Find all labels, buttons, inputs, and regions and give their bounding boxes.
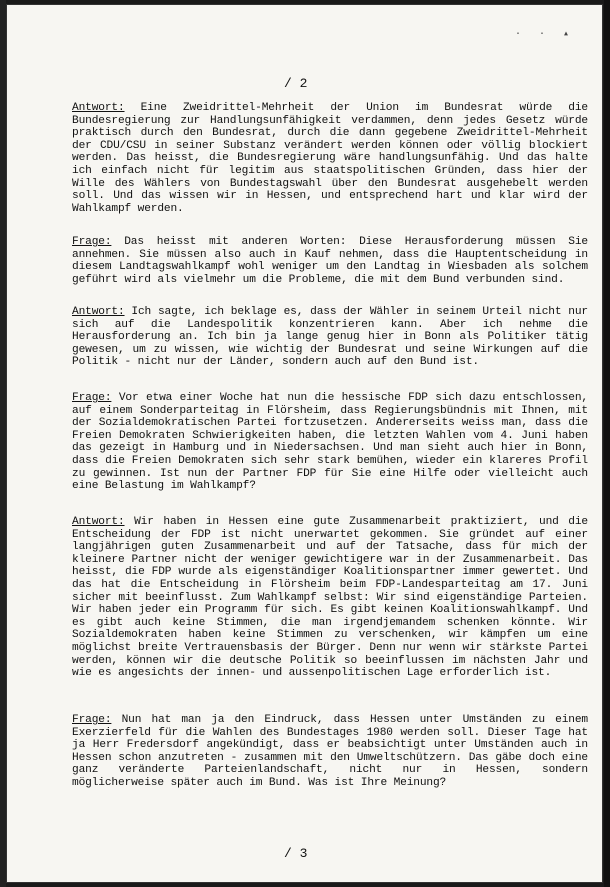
block-text: Nun hat man ja den Eindruck, dass Hessen unter Umständen zu einem Exerzierfeld für die Wahlen des Bundestages 1980 werden soll. Dieser Tage hat ja Herr Fredersdorf angekündigt, dass er beabsichtigt unter Umständen auch in Hessen schon anzutreten - zusammen mit den Umweltschützern. Das gäbe doch eine ganz veränderte Parteienlandschaft, nicht nur in Hessen, sondern möglicherweise später auch im Bund. Was ist Ihre Meinung? xyxy=(72,714,588,789)
question-block-1 xyxy=(72,236,588,286)
speaker-label: Antwort: xyxy=(72,102,125,114)
answer-block-1 xyxy=(72,102,588,215)
block-text: Ich sagte, ich beklage es, dass der Wähler in seinem Urteil nicht nur sich auf die Landespolitik konzentrieren kann. Aber ich nehme die Herausforderung an. Ich bin ja lange genug hier in Bonn als Politiker tätig gewesen, um zu wissen, wie wichtig der Bundesrat und seine Wirkungen auf die Politik - nicht nur der Länder, sondern auch auf den Bund ist. xyxy=(72,306,588,369)
scan-specks: · · ▴ xyxy=(514,29,575,40)
page-number-top: / 2 xyxy=(284,76,308,91)
answer-block-2 xyxy=(72,306,588,369)
speaker-label: Frage: xyxy=(72,392,112,404)
answer-block-3 xyxy=(72,516,588,680)
block-text: Vor etwa einer Woche hat nun die hessische FDP sich dazu entschlossen, auf einem Sonderparteitag in Flörsheim, dass Regierungsbündnis mit Ihnen, mit der Sozialdemokratischen Partei fortzusetzen. Andererseits weiss man, dass die Freien Demokraten Schwierigkeiten haben, die letzten Wahlen vom 4. Juni haben das gezeigt in Hamburg und in Niedersachsen. Und man sieht auch hier in Bonn, dass die Freien Demokraten sich sehr stark bemühen, wieder ein klareres Profil zu gewinnen. Ist nun der Partner FDP für Sie eine Hilfe oder vielleicht auch eine Belastung im Wahlkampf? xyxy=(72,392,588,493)
speaker-label: Antwort: xyxy=(72,516,125,528)
question-block-3 xyxy=(72,714,588,790)
question-block-2 xyxy=(72,392,588,493)
block-text: Das heisst mit anderen Worten: Diese Herausforderung müssen Sie annehmen. Sie müssen also auch in Kauf nehmen, dass die Hauptentscheidung in diesem Landtagswahlkampf wohl weniger um den Landtag in Wiesbaden als solchem geführt wird als vielmehr um die Probleme, die mit dem Bund verbunden sind. xyxy=(72,236,588,286)
scan-edge-right xyxy=(604,0,610,887)
page-number-bottom: / 3 xyxy=(284,846,308,861)
block-text: Eine Zweidrittel-Mehrheit der Union im Bundesrat würde die Bundesregierung zur Handlungsunfähigkeit verdammen, denn jedes Gesetz würde praktisch durch den Bundesrat, durch die dann gegebene Zweidrittel-Mehrheit der CDU/CSU in seiner Substanz verändert werden können oder völlig blockiert werden. Das heisst, die Bundesregierung wäre handlungsunfähig. Und das halte ich einfach nicht für legitim aus staatspolitischen Gründen, dass hier der Wille des Wählers von Bundestagswahl über den Bundesrat ausgehebelt werden soll. Und das wissen wir in Hessen, und entsprechend hart und klar wird der Wahlkampf werden. xyxy=(72,102,588,215)
block-text: Wir haben in Hessen eine gute Zusammenarbeit praktiziert, und die Entscheidung der FDP ist nicht unerwartet gekommen. Sie gründet auf einer langjährigen guten Zusammenarbeit und auf der Tatsache, dass für mich der kleinere Partner nicht der weniger gewichtigere war in der Zusammenarbeit. Das heisst, die FDP wurde als eigenständiger Koalitionspartner immer gewertet. Und das hat die Entscheidung in Flörsheim beim FDP-Landesparteitag am 17. Juni sicher mit beeinflusst. Zum Wahlkampf selbst: Wir sind eigenständige Parteien. Wir haben jeder ein Programm für sich. Es gibt keinen Koalitionswahlkampf. Und es gibt auch keine Stimmen, die man irgendjemandem schenken könnte. Wir Sozialdemokraten haben keine Stimmen zu verschenken, wir kämpfen um eine möglichst breite Vertrauensbasis der Bürger. Denn nur wenn wir stärkste Partei werden, können wir die deutsche Politik so beeinflussen im nächsten Jahr und wie es angesichts der innen- und aussenpolitischen Lage erforderlich ist. xyxy=(72,516,588,680)
speaker-label: Frage: xyxy=(72,714,112,726)
speaker-label: Antwort: xyxy=(72,306,125,318)
speaker-label: Frage: xyxy=(72,236,112,248)
